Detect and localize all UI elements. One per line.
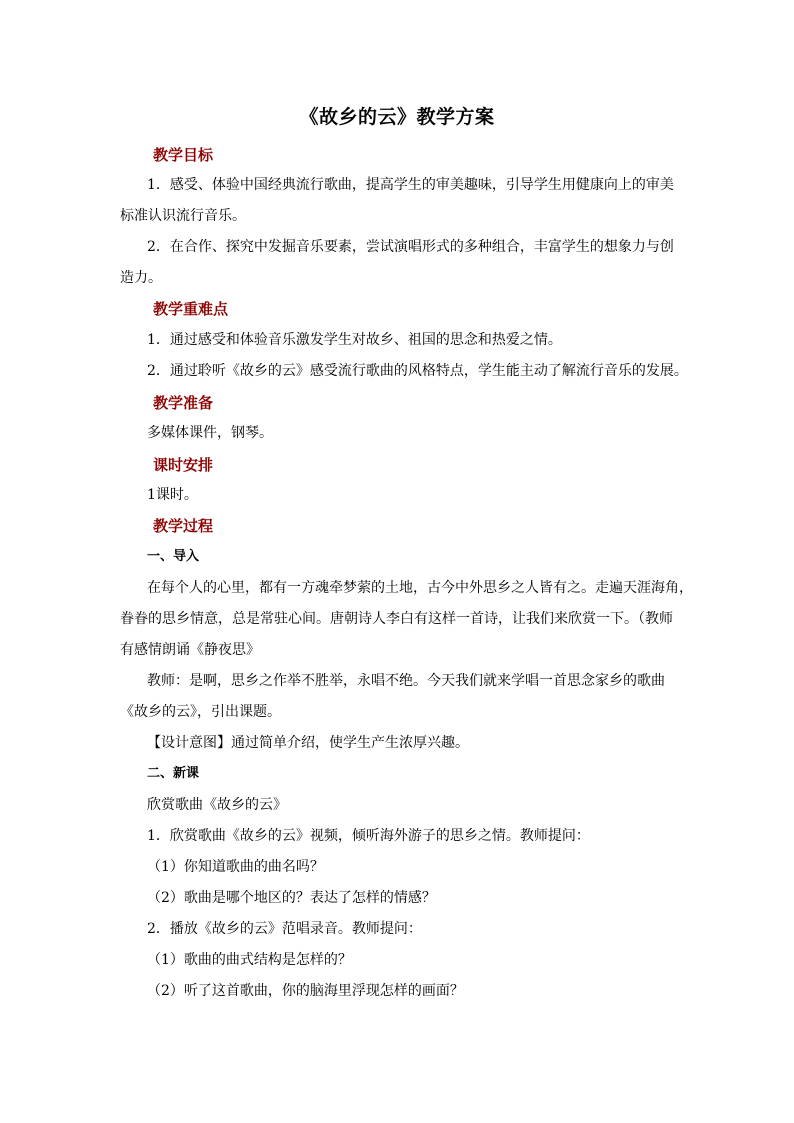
document-title: 《故乡的云》教学方案 bbox=[299, 106, 495, 128]
question-2b: （2）听了这首歌曲，你的脑海里浮现怎样的画面？ bbox=[147, 983, 464, 999]
subheading-new-lesson: 二、新课 bbox=[147, 766, 200, 781]
preparation-text: 多媒体课件，钢琴。 bbox=[147, 425, 273, 441]
heading-key-points: 教学重难点 bbox=[153, 300, 229, 318]
subheading-introduction: 一、导入 bbox=[147, 549, 200, 564]
question-1: 1．欣赏歌曲《故乡的云》视频，倾听海外游子的思乡之情。教师提问： bbox=[147, 828, 590, 844]
intro-paragraph-1-line-3: 有感情朗诵《静夜思》 bbox=[120, 642, 260, 658]
heading-process: 教学过程 bbox=[153, 517, 214, 535]
goal-item-1-line-2: 标准认识流行音乐。 bbox=[120, 208, 246, 224]
intro-paragraph-1-line-2: 眷眷的思乡情意，总是常驻心间。唐朝诗人李白有这样一首诗，让我们来欣赏一下。（教师 bbox=[120, 611, 673, 627]
new-lesson-subtitle: 欣赏歌曲《故乡的云》 bbox=[147, 797, 287, 813]
goal-item-2-line-2: 造力。 bbox=[120, 270, 162, 286]
goal-item-2-line-1: 2．在合作、探究中发掘音乐要素，尝试演唱形式的多种组合，丰富学生的想象力与创 bbox=[147, 239, 674, 255]
keypoint-item-2: 2．通过聆听《故乡的云》感受流行歌曲的风格特点，学生能主动了解流行音乐的发展。 bbox=[147, 363, 688, 379]
question-1a: （1）你知道歌曲的曲名吗？ bbox=[147, 859, 324, 875]
heading-teaching-goals: 教学目标 bbox=[153, 146, 214, 164]
intro-paragraph-2-line-1: 教师：是啊，思乡之作举不胜举，永唱不绝。今天我们就来学唱一首思念家乡的歌曲 bbox=[147, 673, 665, 689]
question-2: 2．播放《故乡的云》范唱录音。教师提问： bbox=[147, 921, 422, 937]
intro-paragraph-1-line-1: 在每个人的心里，都有一方魂牵梦萦的土地，古今中外思乡之人皆有之。走遍天涯海角， bbox=[147, 580, 693, 596]
heading-preparation: 教学准备 bbox=[153, 394, 214, 412]
heading-schedule: 课时安排 bbox=[153, 456, 214, 474]
question-1b: （2）歌曲是哪个地区的？表达了怎样的情感？ bbox=[147, 890, 436, 906]
keypoint-item-1: 1．通过感受和体验音乐激发学生对故乡、祖国的思念和热爱之情。 bbox=[147, 332, 562, 348]
question-2a: （1）歌曲的曲式结构是怎样的？ bbox=[147, 952, 352, 968]
schedule-text: 1课时。 bbox=[147, 487, 198, 503]
design-intent: 【设计意图】通过简单介绍，使学生产生浓厚兴趣。 bbox=[147, 735, 469, 751]
intro-paragraph-2-line-2: 《故乡的云》，引出课题。 bbox=[120, 704, 281, 720]
goal-item-1-line-1: 1．感受、体验中国经典流行歌曲，提高学生的审美趣味，引导学生用健康向上的审美 bbox=[147, 177, 674, 193]
